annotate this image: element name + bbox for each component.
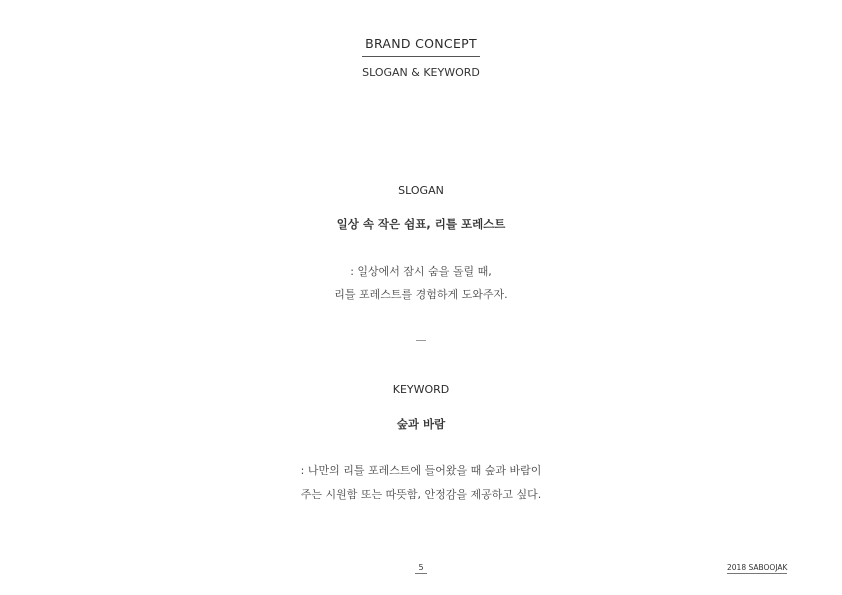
slogan-line-1: : 일상에서 잠시 숨을 돌릴 때, [350,265,492,278]
slogan-headline: 일상 속 작은 쉼표, 리틀 포레스트 [336,217,506,231]
keyword-line-1: : 나만의 리틀 포레스트에 들어왔을 때 숲과 바람이 [300,464,542,477]
slogan-label: SLOGAN [398,184,444,197]
slogan-line-2: 리틀 포레스트를 경험하게 도와주자. [334,288,508,301]
footer-brand: 2018 SABOOJAK [727,563,788,572]
page-subtitle: SLOGAN & KEYWORD [362,66,480,79]
keyword-headline: 숲과 바람 [396,417,446,431]
section-divider [416,340,426,341]
keyword-label: KEYWORD [392,383,450,396]
keyword-line-2: 주는 시원함 또는 따뜻함, 안정감을 제공하고 싶다. [300,488,542,501]
page-title: BRAND CONCEPT [362,36,480,57]
page-header [0,33,842,79]
page-number: 5 [415,563,427,574]
